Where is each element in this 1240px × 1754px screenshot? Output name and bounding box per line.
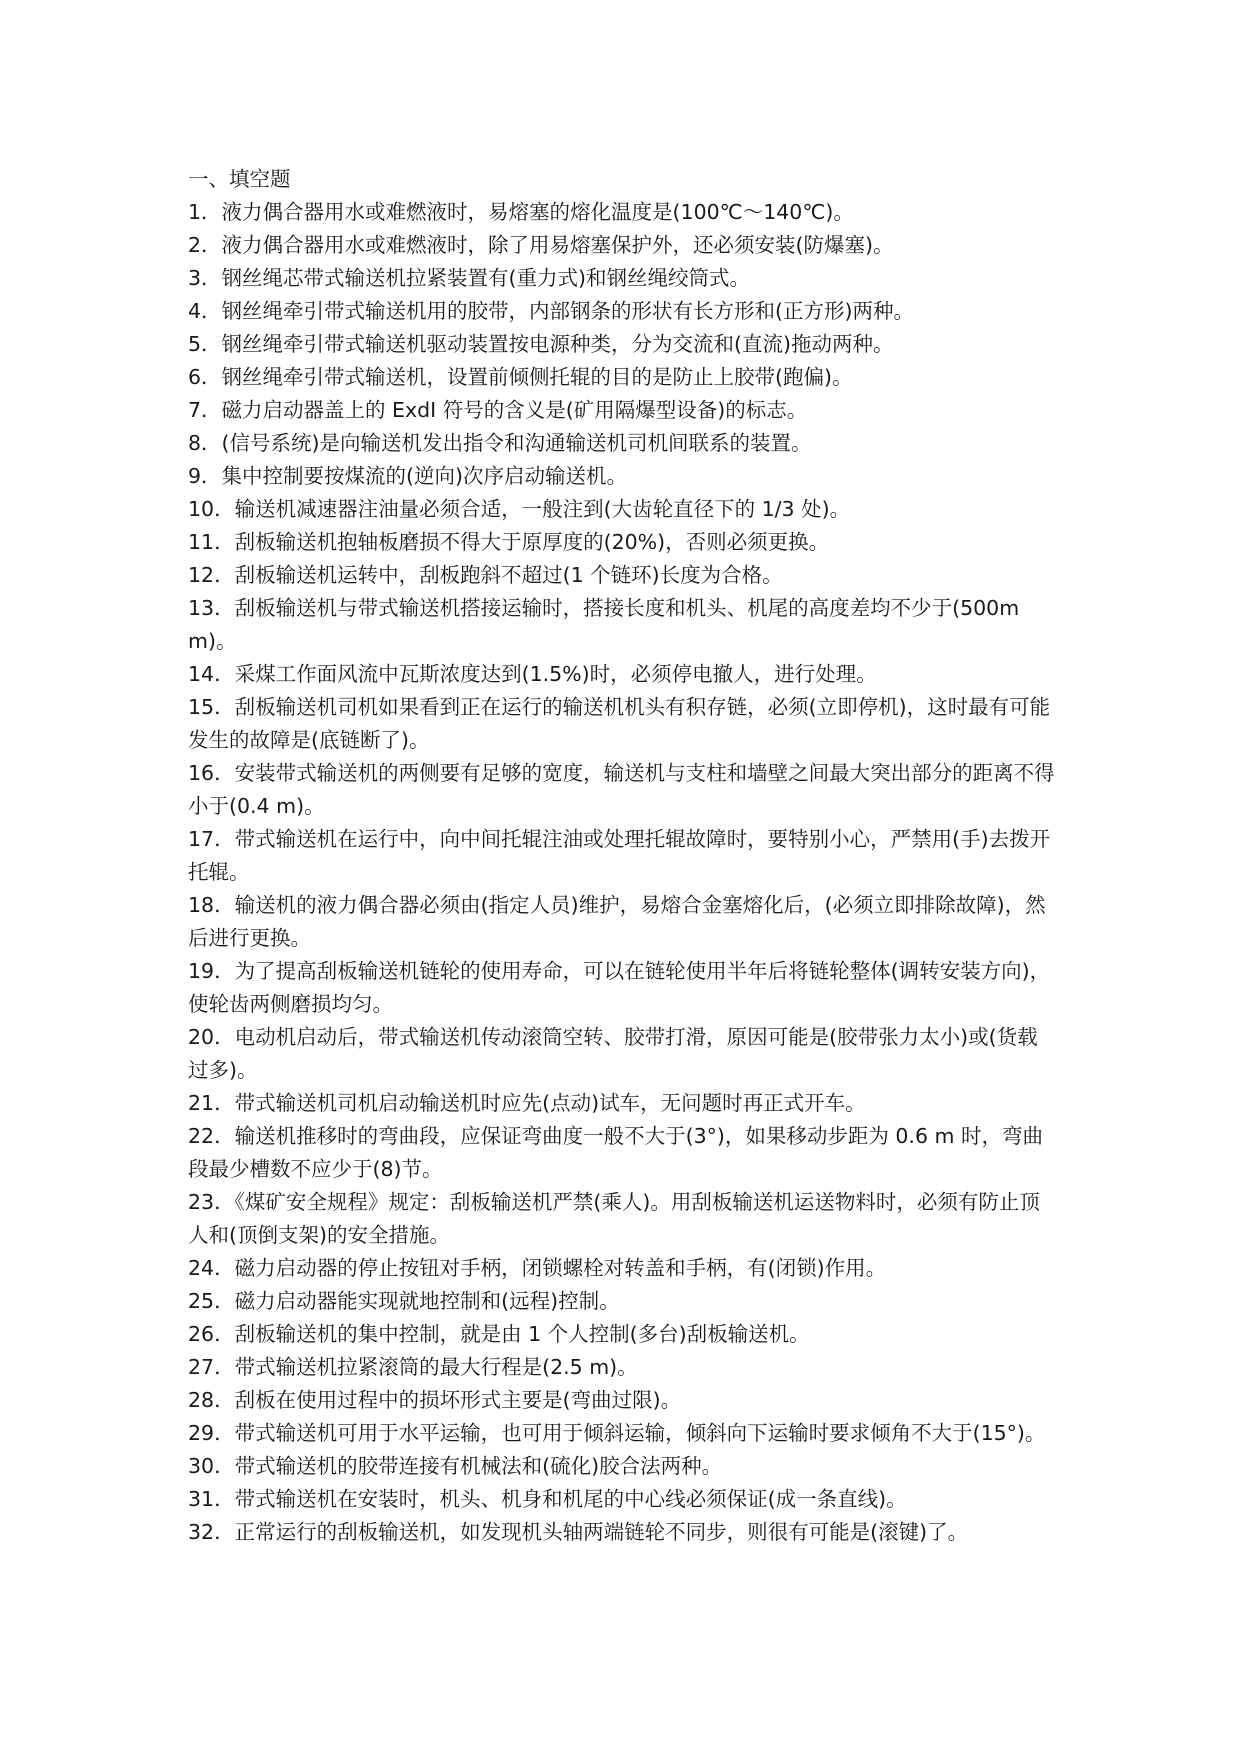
question-item: 30．带式输送机的胶带连接有机械法和(硫化)胶合法两种。 — [188, 1454, 723, 1478]
question-item: 18．输送机的液力偶合器必须由(指定人员)维护，易熔合金塞熔化后，(必须立即排除故障)，然后进行更换。 — [188, 893, 1046, 950]
question-item: 6．钢丝绳牵引带式输送机，设置前倾侧托辊的目的是防止上胶带(跑偏)。 — [188, 365, 853, 389]
question-item: 19．为了提高刮板输送机链轮的使用寿命，可以在链轮使用半年后将链轮整体(调转安装方向)，使轮齿两侧磨损均匀。 — [188, 959, 1051, 1016]
question-item: 29．带式输送机可用于水平运输，也可用于倾斜运输，倾斜向下运输时要求倾角不大于(15°)。 — [188, 1421, 1046, 1445]
question-item: 28．刮板在使用过程中的损坏形式主要是(弯曲过限)。 — [188, 1388, 682, 1412]
question-item: 26．刮板输送机的集中控制，就是由 1 个人控制(多台)刮板输送机。 — [188, 1322, 810, 1346]
question-item: 27．带式输送机拉紧滚筒的最大行程是(2.5 m)。 — [188, 1355, 638, 1379]
question-item: 15．刮板输送机司机如果看到正在运行的输送机机头有积存链，必须(立即停机)，这时最有可能发生的故障是(底链断了)。 — [188, 695, 1051, 752]
question-item: 21．带式输送机司机启动输送机时应先(点动)试车，无问题时再正式开车。 — [188, 1091, 866, 1115]
question-item: 22．输送机推移时的弯曲段，应保证弯曲度一般不大于(3°)，如果移动步距为 0.6 m 时，弯曲段最少槽数不应少于(8)节。 — [188, 1124, 1043, 1181]
document-page — [188, 163, 1058, 1549]
question-item: 16．安装带式输送机的两侧要有足够的宽度，输送机与支柱和墙壁之间最大突出部分的距离不得小于(0.4 m)。 — [188, 761, 1055, 818]
question-item: 10．输送机减速器注油量必须合适，一般注到(大齿轮直径下的 1/3 处)。 — [188, 497, 851, 521]
question-item: 20．电动机启动后，带式输送机传动滚筒空转、胶带打滑，原因可能是(胶带张力太小)或(货载过多)。 — [188, 1025, 1038, 1082]
question-item: 31．带式输送机在安装时，机头、机身和机尾的中心线必须保证(成一条直线)。 — [188, 1487, 907, 1511]
question-item: 4．钢丝绳牵引带式输送机用的胶带，内部钢条的形状有长方形和(正方形)两种。 — [188, 299, 915, 323]
section-title: 一、填空题 — [188, 167, 291, 191]
question-item: 11．刮板输送机抱轴板磨损不得大于原厚度的(20%)，否则必须更换。 — [188, 530, 830, 554]
question-item: 3．钢丝绳芯带式输送机拉紧装置有(重力式)和钢丝绳绞筒式。 — [188, 266, 751, 290]
question-item: 7．磁力启动器盖上的 ExdI 符号的含义是(矿用隔爆型设备)的标志。 — [188, 398, 808, 422]
question-item: 23．《煤矿安全规程》规定：刮板输送机严禁(乘人)。用刮板输送机运送物料时，必须有防止顶人和(顶倒支架)的安全措施。 — [188, 1190, 1040, 1247]
question-item: 12．刮板输送机运转中，刮板跑斜不超过(1 个链环)长度为合格。 — [188, 563, 783, 587]
question-item: 13．刮板输送机与带式输送机搭接运输时，搭接长度和机头、机尾的高度差均不少于(500mm)。 — [188, 596, 1020, 653]
question-item: 14．采煤工作面风流中瓦斯浓度达到(1.5%)时，必须停电撤人，进行处理。 — [188, 662, 877, 686]
question-item: 9．集中控制要按煤流的(逆向)次序启动输送机。 — [188, 464, 628, 488]
question-item: 25．磁力启动器能实现就地控制和(远程)控制。 — [188, 1289, 620, 1313]
question-item: 17．带式输送机在运行中，向中间托辊注油或处理托辊故障时，要特别小心，严禁用(手)去拨开托辊。 — [188, 827, 1051, 884]
question-item: 32．正常运行的刮板输送机，如发现机头轴两端链轮不同步，则很有可能是(滚键)了。 — [188, 1520, 969, 1544]
question-item: 8．(信号系统)是向输送机发出指令和沟通输送机司机间联系的装置。 — [188, 431, 812, 455]
question-item: 2．液力偶合器用水或难燃液时，除了用易熔塞保护外，还必须安装(防爆塞)。 — [188, 233, 894, 257]
question-list — [188, 196, 1058, 1549]
question-item: 5．钢丝绳牵引带式输送机驱动装置按电源种类，分为交流和(直流)拖动两种。 — [188, 332, 894, 356]
question-item: 24．磁力启动器的停止按钮对手柄，闭锁螺栓对转盖和手柄，有(闭锁)作用。 — [188, 1256, 887, 1280]
question-item: 1．液力偶合器用水或难燃液时，易熔塞的熔化温度是(100℃～140℃)。 — [188, 200, 854, 224]
